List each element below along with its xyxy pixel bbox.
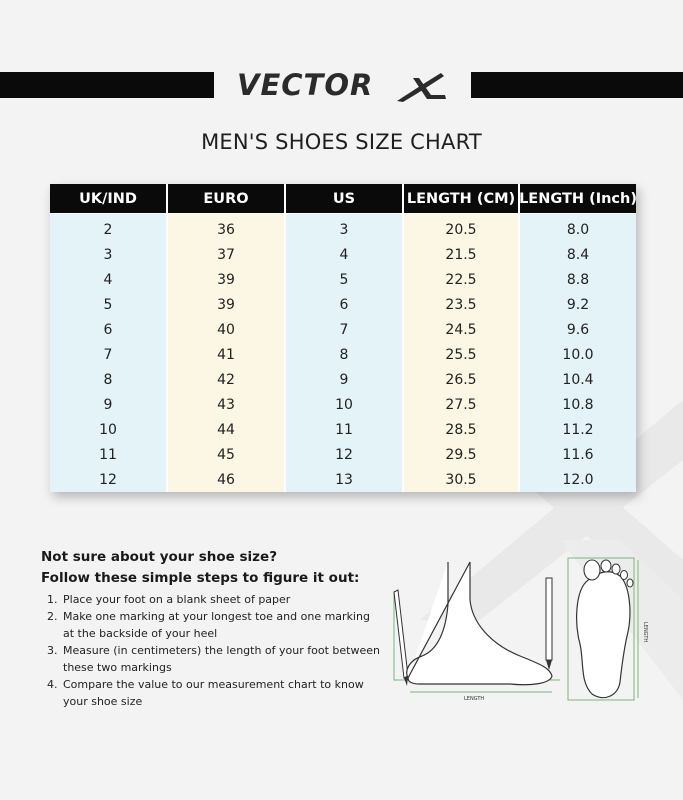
- length-label-side: LENGTH: [642, 622, 648, 643]
- table-cell: 11: [335, 421, 353, 438]
- step-text: Make one marking at your longest toe and one marking at the backside of your heel: [63, 610, 370, 640]
- table-cell: 42: [217, 371, 235, 388]
- table-column: [168, 184, 284, 492]
- table-cell: 12: [335, 446, 353, 463]
- toe-icon: [621, 571, 628, 580]
- table-cell: 10: [335, 396, 353, 413]
- size-chart-table: [50, 184, 636, 492]
- table-cell: 3: [339, 221, 349, 238]
- length-label-bottom: LENGTH: [464, 696, 485, 702]
- page-title: MEN'S SHOES SIZE CHART: [201, 130, 482, 154]
- table-cell: 11.6: [562, 446, 594, 463]
- table-cell: 40: [217, 321, 235, 338]
- table-cell: 11.2: [562, 421, 594, 438]
- table-cell: 12: [99, 471, 117, 488]
- pencil-left-icon: [394, 590, 408, 686]
- table-cell: 6: [103, 321, 113, 338]
- column-header: LENGTH (Inch): [520, 184, 636, 213]
- table-cell: 8: [339, 346, 349, 363]
- table-cell: 6: [339, 296, 349, 313]
- table-cell: 10.0: [562, 346, 594, 363]
- step-number: 4.: [47, 678, 58, 691]
- table-column: [50, 184, 166, 492]
- table-cell: 8.0: [566, 221, 590, 238]
- table-cell: 41: [217, 346, 235, 363]
- step-text: Measure (in centimeters) the length of your foot between these two markings: [63, 644, 380, 674]
- brand-logo: [230, 62, 460, 108]
- step-number: 2.: [47, 610, 58, 623]
- table-cell: 46: [217, 471, 235, 488]
- brand-x-mark-icon: [393, 70, 449, 104]
- table-cell: 10.4: [562, 371, 594, 388]
- foot-sole-icon: [577, 572, 630, 698]
- table-column: [404, 184, 518, 492]
- step-text: Place your foot on a blank sheet of paper: [63, 593, 291, 606]
- step-item: [47, 608, 382, 642]
- pencil-right-icon: [546, 578, 552, 670]
- column-header: UK/IND: [50, 184, 166, 213]
- table-cell: 39: [217, 271, 235, 288]
- table-cell: 27.5: [445, 396, 477, 413]
- table-cell: 24.5: [445, 321, 477, 338]
- table-cell: 30.5: [445, 471, 477, 488]
- step-number: 1.: [47, 593, 58, 606]
- table-cell: 7: [339, 321, 349, 338]
- table-cell: 39: [217, 296, 235, 313]
- big-toe-icon: [584, 560, 600, 580]
- table-cell: 37: [217, 246, 235, 263]
- table-cell: 4: [339, 246, 349, 263]
- table-cell: 28.5: [445, 421, 477, 438]
- header-bar-right: [471, 72, 683, 98]
- table-cell: 36: [217, 221, 235, 238]
- instructions-question: Not sure about your shoe size?: [41, 549, 278, 565]
- table-cell: 29.5: [445, 446, 477, 463]
- table-cell: 22.5: [445, 271, 477, 288]
- toe-icon: [612, 564, 620, 574]
- table-cell: 12.0: [562, 471, 594, 488]
- table-cell: 10.8: [562, 396, 594, 413]
- table-cell: 9.6: [566, 321, 590, 338]
- brand-name: VECTOR: [237, 68, 374, 102]
- table-cell: 5: [339, 271, 349, 288]
- table-cell: 5: [103, 296, 113, 313]
- instructions-subheading: Follow these simple steps to figure it out:: [41, 570, 360, 586]
- table-cell: 20.5: [445, 221, 477, 238]
- column-header: US: [286, 184, 402, 213]
- foot-measurement-illustration: [390, 552, 680, 712]
- step-number: 3.: [47, 644, 58, 657]
- table-cell: 25.5: [445, 346, 477, 363]
- table-cell: 13: [335, 471, 353, 488]
- table-cell: 8: [103, 371, 113, 388]
- step-item: [47, 676, 382, 710]
- toe-icon: [601, 560, 611, 572]
- table-cell: 45: [217, 446, 235, 463]
- step-item: [47, 591, 382, 608]
- step-text: Compare the value to our measurement chart to know your shoe size: [63, 678, 364, 708]
- table-cell: 9: [103, 396, 113, 413]
- foot-side-icon: [407, 562, 552, 685]
- column-header: LENGTH (CM): [404, 184, 518, 213]
- table-cell: 7: [103, 346, 113, 363]
- instructions-steps: [47, 591, 382, 710]
- table-cell: 10: [99, 421, 117, 438]
- table-cell: 9: [339, 371, 349, 388]
- table-cell: 9.2: [566, 296, 590, 313]
- table-cell: 21.5: [445, 246, 477, 263]
- table-column: [286, 184, 402, 492]
- table-cell: 8.8: [566, 271, 590, 288]
- table-cell: 44: [217, 421, 235, 438]
- header-bar-left: [0, 72, 214, 98]
- table-column: [520, 184, 636, 492]
- step-item: [47, 642, 382, 676]
- table-cell: 11: [99, 446, 117, 463]
- column-header: EURO: [168, 184, 284, 213]
- table-cell: 4: [103, 271, 113, 288]
- toe-icon: [627, 579, 633, 587]
- table-cell: 2: [103, 221, 113, 238]
- table-cell: 3: [103, 246, 113, 263]
- table-cell: 8.4: [566, 246, 590, 263]
- table-cell: 43: [217, 396, 235, 413]
- table-cell: 26.5: [445, 371, 477, 388]
- table-cell: 23.5: [445, 296, 477, 313]
